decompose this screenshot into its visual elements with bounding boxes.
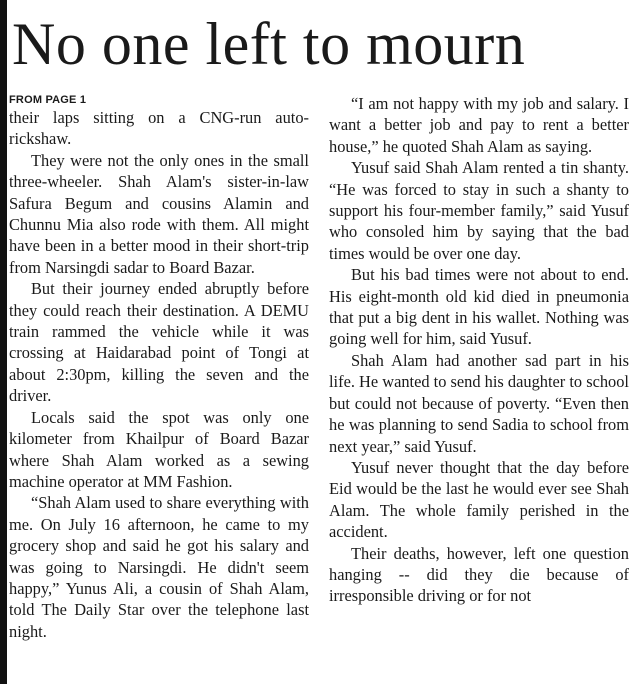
paragraph: They were not the only ones in the small three-wheeler. Shah Alam's sister-in-law Safura Begum and cousins Alamin and Chunnu Mia also rode with them. All might have been in a better mood in their short-trip from Narsingdi sadar to Board Bazar.: [9, 150, 309, 277]
article-column-right: [329, 93, 629, 607]
paragraph: But their journey ended abruptly before they could reach their destination. A DEMU train rammed the vehicle while it was crossing at Haidarabad point of Tongi at about 2:30pm, killing the seven and the driver.: [9, 279, 309, 406]
paragraph-continuation: their laps sitting on a CNG-run auto-rickshaw.: [9, 108, 309, 149]
paragraph: “I am not happy with my job and salary. I want a better job and pay to rent a better house,” he quoted Shah Alam as saying.: [329, 94, 629, 156]
paragraph: But his bad times were not about to end. His eight-month old kid died in pneumonia that put a big dent in his wallet. Nothing was going well for him, said Yusuf.: [329, 265, 629, 349]
paragraph: Their deaths, however, left one question hanging -- did they die because of irresponsible driving or for not: [329, 543, 629, 606]
continuation-kicker: FROM PAGE 1: [9, 94, 87, 106]
paragraph: Yusuf never thought that the day before Eid would be the last he would ever see Shah Alam. The whole family perished in the accident.: [329, 457, 629, 542]
paragraph: “Shah Alam used to share everything with me. On July 16 afternoon, he came to my grocery shop and said he got his salary and was going to Narsingdi. He didn't seem happy,” Yunus Ali, a cousin of Shah Alam, told The Daily Star over the telephone last night.: [9, 493, 309, 641]
left-margin-rule: [0, 0, 7, 684]
paragraph: Yusuf said Shah Alam rented a tin shanty. “He was forced to stay in such a shanty to support his four-member family,” said Yusuf who consoled him by saying that the bad times would be over one day.: [329, 158, 629, 263]
paragraph: Shah Alam had another sad part in his life. He wanted to send his daughter to school but could not because of poverty. “Even then he was planning to send Sadia to school from next year,” said Yusuf.: [329, 350, 629, 456]
article-headline: No one left to mourn: [12, 11, 526, 77]
paragraph: Locals said the spot was only one kilometer from Khailpur of Board Bazar where Shah Alam worked as a sewing machine operator at MM Fashion.: [9, 407, 309, 491]
article-column-left: [9, 94, 309, 642]
